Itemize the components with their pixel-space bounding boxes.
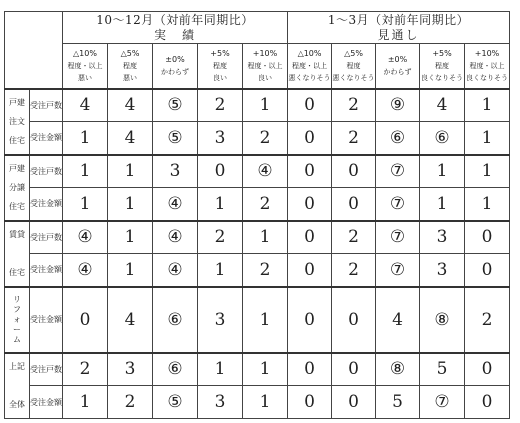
value-cell: 1	[420, 188, 465, 221]
value-cell: 1	[63, 386, 108, 419]
forecast-label: 見通し	[377, 27, 420, 42]
value-cell: 2	[332, 89, 376, 122]
value-cell: 5	[376, 386, 420, 419]
value-cell: 2	[465, 287, 510, 353]
column-header-pct: ±0%	[165, 54, 185, 64]
column-header-line3: 良い	[258, 73, 273, 82]
value-cell: ⑤	[153, 386, 198, 419]
metric-label: 受注戸数	[30, 353, 63, 386]
value-cell: 1	[198, 254, 243, 287]
value-cell: 2	[108, 386, 153, 419]
value-cell: 1	[243, 221, 288, 254]
value-cell: 5	[420, 353, 465, 386]
value-cell: 0	[465, 254, 510, 287]
value-cell: ⑥	[153, 287, 198, 353]
category-char: ー	[13, 324, 21, 334]
value-cell: 2	[332, 254, 376, 287]
category-char: フ	[13, 304, 21, 314]
value-cell: 1	[465, 155, 510, 188]
column-header-line3: 良くなりそう	[466, 73, 509, 82]
category-cell	[5, 287, 30, 353]
table-row	[5, 287, 510, 353]
column-header-line2: 程度	[346, 61, 361, 70]
column-header-line3: 悪くなりそう	[332, 73, 375, 82]
value-cell: ⑦	[376, 221, 420, 254]
metric-label: 受注金額	[30, 386, 63, 419]
value-cell: ④	[153, 254, 198, 287]
value-cell: 0	[288, 287, 332, 353]
value-cell: 3	[198, 122, 243, 155]
column-header-line2: 程度・以上	[469, 61, 505, 70]
column-header	[420, 44, 465, 89]
column-header	[198, 44, 243, 89]
value-cell: 1	[465, 188, 510, 221]
forecast-period-header	[288, 12, 510, 44]
table-row	[5, 89, 510, 122]
value-cell: 3	[420, 221, 465, 254]
value-cell: ⑤	[153, 89, 198, 122]
column-header-pct: ±0%	[387, 54, 408, 64]
table-row	[5, 155, 510, 188]
value-cell: ⑤	[153, 122, 198, 155]
category-line	[5, 244, 29, 263]
value-cell: ⑨	[376, 89, 420, 122]
value-cell: 1	[63, 122, 108, 155]
column-header-pct: △10%	[73, 48, 97, 58]
category-cell	[5, 353, 30, 419]
category-line: 戸建	[9, 164, 25, 173]
category-char: ム	[13, 334, 21, 344]
column-header	[332, 44, 376, 89]
value-cell: ⑦	[376, 155, 420, 188]
value-cell: 0	[288, 254, 332, 287]
value-cell: 2	[63, 353, 108, 386]
category-line	[5, 376, 29, 395]
value-cell: ④	[153, 221, 198, 254]
column-header-line3: 悪い	[78, 73, 92, 82]
category-char: リ	[13, 294, 21, 304]
column-header-pct: +10%	[252, 48, 278, 58]
value-cell: ④	[153, 188, 198, 221]
table-row	[5, 122, 510, 155]
table-row	[5, 188, 510, 221]
value-cell: 1	[63, 155, 108, 188]
value-cell: ⑥	[420, 122, 465, 155]
category-line: 住宅	[9, 202, 25, 211]
category-line: 賃貸	[9, 230, 25, 239]
value-cell: ⑦	[420, 386, 465, 419]
category-cell	[5, 89, 30, 155]
category-line: 全体	[9, 400, 25, 410]
table-row	[5, 221, 510, 254]
value-cell: 1	[465, 89, 510, 122]
value-cell: 0	[332, 386, 376, 419]
table-row	[5, 386, 510, 419]
column-header-pct: △5%	[344, 48, 363, 58]
value-cell: 1	[243, 353, 288, 386]
metric-label: 受注戸数	[30, 89, 63, 122]
metric-label: 受注金額	[30, 122, 63, 155]
value-cell: 0	[288, 155, 332, 188]
value-cell: 0	[198, 155, 243, 188]
value-cell: 3	[108, 353, 153, 386]
metric-label: 受注金額	[30, 188, 63, 221]
value-cell: 1	[420, 155, 465, 188]
category-line: 戸建	[9, 98, 25, 107]
value-cell: 2	[332, 221, 376, 254]
value-cell: 1	[198, 353, 243, 386]
category-cell	[5, 155, 30, 221]
corner-cell	[5, 12, 63, 89]
value-cell: 2	[332, 122, 376, 155]
value-cell: 1	[108, 155, 153, 188]
value-cell: 3	[420, 254, 465, 287]
value-cell: 1	[243, 287, 288, 353]
value-cell: 4	[420, 89, 465, 122]
column-header-line3: 良くなりそう	[421, 73, 464, 82]
value-cell: ④	[63, 254, 108, 287]
category-line: 上記	[9, 362, 25, 372]
category-line: 住宅	[9, 268, 25, 277]
column-header-row	[5, 44, 510, 89]
value-cell: 0	[465, 386, 510, 419]
results-label: 実 績	[154, 27, 197, 42]
value-cell: ⑧	[376, 353, 420, 386]
column-header-line3: 悪くなりそう	[288, 73, 331, 82]
value-cell: 4	[108, 287, 153, 353]
value-cell: 0	[288, 188, 332, 221]
column-header-pct: +5%	[432, 48, 452, 58]
value-cell: 1	[243, 89, 288, 122]
forecast-period: 1～3月（対前年同期比）	[327, 12, 470, 27]
value-cell: 1	[108, 221, 153, 254]
column-header-line2: かわらず	[161, 67, 189, 76]
value-cell: 1	[465, 122, 510, 155]
survey-results-table	[4, 11, 510, 419]
value-cell: 3	[153, 155, 198, 188]
results-period: 10～12月（対前年同期比）	[96, 12, 254, 27]
value-cell: 2	[198, 221, 243, 254]
value-cell: 0	[332, 287, 376, 353]
metric-label: 受注金額	[30, 254, 63, 287]
column-header	[288, 44, 332, 89]
category-cell	[5, 221, 30, 287]
category-line: 分譲	[9, 183, 25, 192]
column-header-line3: 良い	[213, 73, 227, 82]
value-cell: ④	[243, 155, 288, 188]
value-cell: 0	[63, 287, 108, 353]
value-cell: 2	[198, 89, 243, 122]
column-header-line2: 程度・以上	[292, 61, 328, 70]
category-line: 注文	[9, 117, 25, 126]
value-cell: 1	[108, 188, 153, 221]
column-header	[243, 44, 288, 89]
value-cell: 4	[108, 89, 153, 122]
value-cell: 0	[332, 188, 376, 221]
value-cell: ⑦	[376, 188, 420, 221]
table-row	[5, 353, 510, 386]
value-cell: ⑥	[153, 353, 198, 386]
metric-label: 受注戸数	[30, 221, 63, 254]
value-cell: 2	[243, 254, 288, 287]
column-header-line2: 程度・以上	[67, 61, 103, 70]
column-header-pct: +10%	[474, 48, 500, 58]
value-cell: 4	[108, 122, 153, 155]
value-cell: ⑥	[376, 122, 420, 155]
value-cell: 0	[288, 353, 332, 386]
column-header	[63, 44, 108, 89]
table-row	[5, 254, 510, 287]
column-header	[376, 44, 420, 89]
value-cell: 4	[63, 89, 108, 122]
value-cell: 2	[243, 188, 288, 221]
column-header-line2: 程度	[213, 61, 227, 70]
value-cell: 0	[288, 89, 332, 122]
value-cell: 1	[63, 188, 108, 221]
column-header-line3: 悪い	[123, 73, 137, 82]
column-header-pct: △5%	[120, 48, 140, 58]
value-cell: 0	[465, 221, 510, 254]
column-header	[153, 44, 198, 89]
value-cell: 0	[288, 221, 332, 254]
value-cell: 0	[288, 386, 332, 419]
value-cell: 4	[376, 287, 420, 353]
value-cell: 0	[465, 353, 510, 386]
column-header-line2: 程度	[435, 61, 450, 70]
value-cell: 1	[108, 254, 153, 287]
metric-label: 受注金額	[30, 287, 63, 353]
column-header-pct: +5%	[210, 48, 230, 58]
value-cell: 2	[243, 122, 288, 155]
value-cell: 0	[332, 155, 376, 188]
category-char: ォ	[13, 314, 21, 324]
column-header-pct: △10%	[297, 48, 322, 58]
value-cell: 1	[243, 386, 288, 419]
metric-label: 受注戸数	[30, 155, 63, 188]
value-cell: 3	[198, 287, 243, 353]
column-header-line2: かわらず	[383, 67, 412, 76]
category-line: 住宅	[9, 136, 25, 145]
value-cell: 0	[332, 353, 376, 386]
column-header-line2: 程度・以上	[247, 61, 283, 70]
value-cell: 3	[198, 386, 243, 419]
column-header	[465, 44, 510, 89]
column-header-line2: 程度	[123, 61, 137, 70]
value-cell: ④	[63, 221, 108, 254]
column-header	[108, 44, 153, 89]
table-body	[5, 89, 510, 419]
results-period-header	[63, 12, 288, 44]
value-cell: ⑦	[376, 254, 420, 287]
value-cell: 1	[198, 188, 243, 221]
value-cell: 0	[288, 122, 332, 155]
value-cell: ⑧	[420, 287, 465, 353]
